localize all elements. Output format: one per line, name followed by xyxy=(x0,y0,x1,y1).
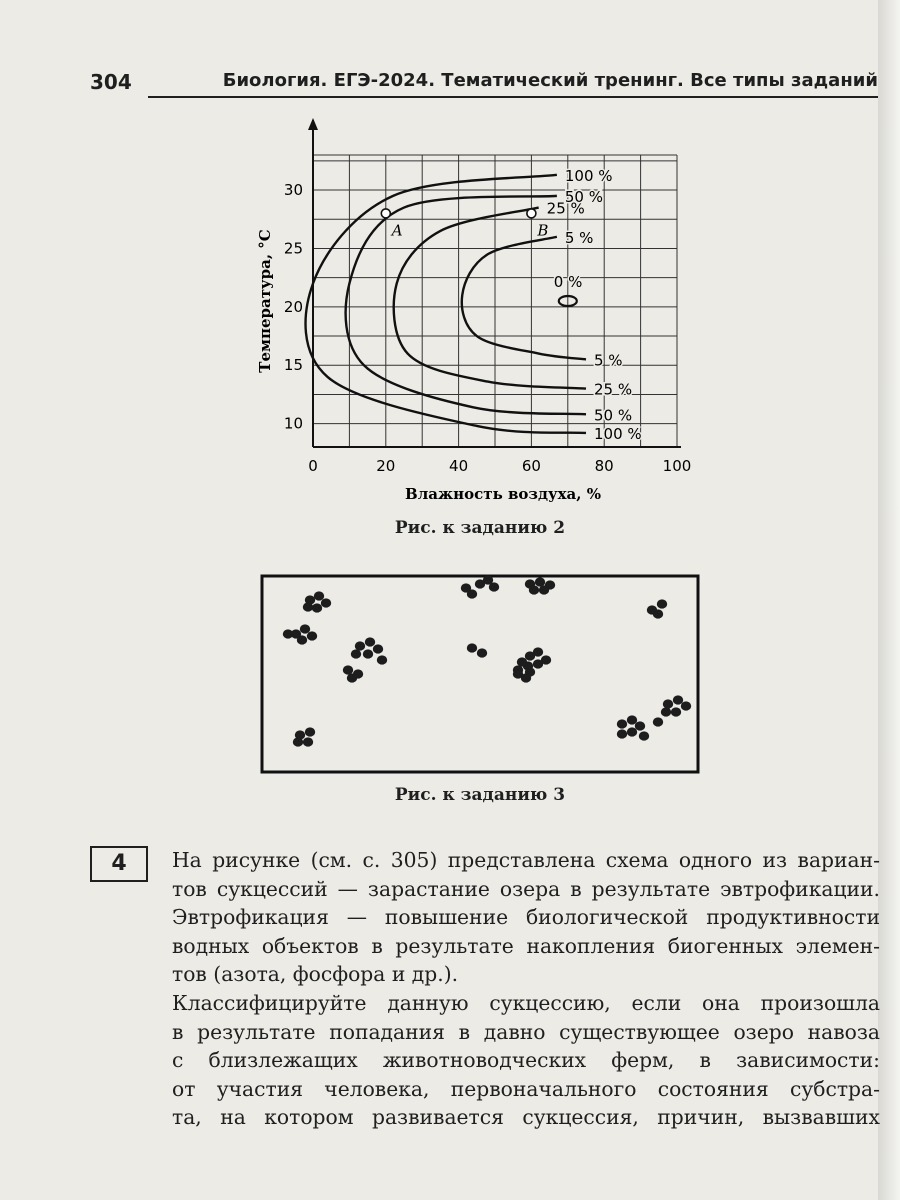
y-tick-label: 30 xyxy=(283,181,303,200)
dot-cluster xyxy=(647,599,667,618)
task-line: Эвтрофикация — повышение биологической продуктивности xyxy=(172,905,880,930)
dot-cluster xyxy=(303,591,331,612)
x-tick-label: 40 xyxy=(449,457,469,475)
dot xyxy=(627,715,637,724)
dot xyxy=(312,603,322,612)
y-tick-label: 15 xyxy=(283,356,303,375)
figure-2-caption: Рис. к заданию 2 xyxy=(394,518,566,538)
dot xyxy=(297,635,307,644)
dot-cluster xyxy=(351,637,383,658)
dot xyxy=(661,707,671,716)
dot xyxy=(627,727,637,736)
dot xyxy=(539,585,549,594)
dot xyxy=(283,629,293,638)
running-head xyxy=(90,60,878,100)
x-tick-label: 0 xyxy=(308,457,318,475)
dot xyxy=(307,631,317,640)
dot xyxy=(303,737,313,746)
task-number-box: 4 xyxy=(90,846,148,882)
dot xyxy=(477,648,487,657)
dot-cluster xyxy=(377,655,387,664)
dot-cluster xyxy=(461,583,477,598)
contour-line xyxy=(346,196,586,414)
contour-label: 5 % xyxy=(564,228,594,247)
point-marker xyxy=(381,209,390,218)
dot xyxy=(617,729,627,738)
dot-cluster xyxy=(525,577,555,594)
dot-cluster xyxy=(467,643,487,657)
dot xyxy=(639,731,649,740)
dot xyxy=(489,582,499,591)
contour-label: 50 % xyxy=(564,187,603,206)
dot xyxy=(617,719,627,728)
dot xyxy=(653,609,663,618)
dot-cluster xyxy=(661,695,691,716)
task-line: та, на котором развивается сукцессия, причин, вызвавших xyxy=(172,1105,880,1130)
dot xyxy=(461,583,471,592)
contour-label: 25 % xyxy=(594,380,633,399)
task-line: На рисунке (см. с. 305) представлена схема одного из вариан- xyxy=(172,848,880,872)
dot-cluster xyxy=(653,717,663,726)
task-line: в результате попадания в давно существующее озеро навоза xyxy=(172,1019,880,1044)
y-tick-label: 20 xyxy=(283,297,303,316)
dot xyxy=(467,643,477,652)
optimum-label: 0 % xyxy=(553,273,583,291)
task-line: Классифицируйте данную сукцессию, если она произошла xyxy=(172,990,880,1015)
dot xyxy=(663,699,673,708)
contour-label: 5 % xyxy=(594,351,623,370)
dot xyxy=(373,644,383,653)
dot xyxy=(517,657,527,666)
dot xyxy=(671,707,681,716)
dot xyxy=(535,577,545,586)
dot xyxy=(529,585,539,594)
x-tick-label: 80 xyxy=(594,457,614,475)
dot xyxy=(365,637,375,646)
point-label: A xyxy=(391,221,403,240)
dot xyxy=(673,695,683,704)
header-rule xyxy=(148,96,878,98)
point-label: B xyxy=(537,221,549,240)
contour-label: 100 % xyxy=(564,166,613,185)
page-number: 304 xyxy=(90,70,132,94)
dot xyxy=(305,727,315,736)
dot xyxy=(363,649,373,658)
task-line: водных объектов в результате накопления биогенных элемен- xyxy=(172,933,880,958)
dot-cluster xyxy=(291,624,317,644)
task-line: тов (азота, фосфора и др.). xyxy=(172,962,459,987)
dot xyxy=(355,641,365,650)
dot xyxy=(347,673,357,682)
page-edge xyxy=(878,0,900,1200)
dot-cluster xyxy=(283,629,293,638)
dot xyxy=(521,673,531,682)
x-tick-label: 20 xyxy=(376,457,396,475)
y-axis-arrow xyxy=(308,118,318,130)
figure-3-caption: Рис. к заданию 3 xyxy=(394,785,566,805)
dot xyxy=(303,602,313,611)
task-line: от участия человека, первоначального состояния субстра- xyxy=(172,1076,880,1101)
dot xyxy=(343,665,353,674)
task-line: тов сукцессий — зарастание озера в результате эвтрофикации. xyxy=(172,876,880,901)
dot-cluster xyxy=(293,727,315,746)
dot xyxy=(300,624,310,633)
dot xyxy=(293,737,303,746)
x-tick-label: 100 xyxy=(662,457,692,475)
dot xyxy=(321,598,331,607)
dot xyxy=(377,655,387,664)
dot xyxy=(635,721,645,730)
task-line: с близлежащих животноводческих ферм, в зависимости: xyxy=(172,1048,880,1073)
y-axis-label: Температура, °С xyxy=(256,229,274,373)
book-title: Биология. ЕГЭ-2024. Тематический тренинг. Все типы заданий xyxy=(222,70,878,91)
figure-2-chart xyxy=(240,110,692,510)
dot xyxy=(681,701,691,710)
dot xyxy=(653,717,663,726)
x-axis-label: Влажность воздуха, % xyxy=(405,485,601,503)
dot xyxy=(314,591,324,600)
figure-3-diagram xyxy=(260,574,700,774)
task-4-text xyxy=(172,846,880,1132)
y-tick-label: 25 xyxy=(283,239,303,258)
dot xyxy=(533,647,543,656)
point-marker xyxy=(527,209,536,218)
y-tick-label: 10 xyxy=(283,414,303,433)
contour-label: 100 % xyxy=(594,424,642,443)
dot xyxy=(533,659,543,668)
dot-cluster xyxy=(343,665,363,682)
dot xyxy=(657,599,667,608)
dot-cluster xyxy=(617,715,649,740)
contour-label: 50 % xyxy=(594,406,633,425)
x-tick-label: 60 xyxy=(521,457,541,475)
contour-label: 25 % xyxy=(546,199,585,218)
dot-cluster xyxy=(475,575,499,591)
dot xyxy=(351,649,361,658)
